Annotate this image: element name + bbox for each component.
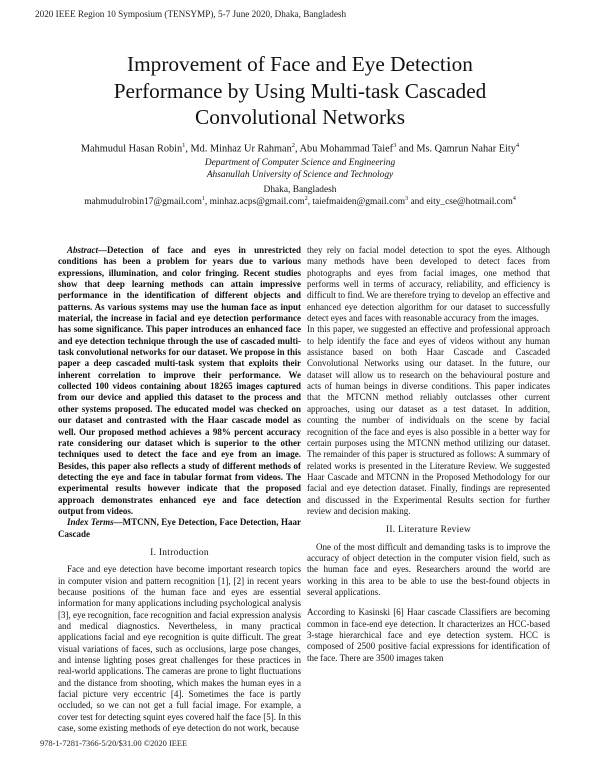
author-emails: mahmudulrobin17@gmail.com$^1$, minhaz.acps@gmail.com$^2$, taiefmaiden@gmail.com$^3$ and eity_cse@hotmail.com$^4$ (84, 196, 516, 208)
section-heading-literature-review: II. Literature Review (385, 525, 472, 536)
index-terms-text: —MTCNN, Eye Detection, Face Detection, Haar Cascade (58, 517, 301, 539)
author-list: Mahmudul Hasan Robin$^1$, Md. Minhaz Ur Rahman$^2$, Abu Mohammad Taief$^3$ and Ms. Qamrun Nahar Eity$^4$ (80, 142, 520, 155)
section-heading-introduction: I. Introduction (150, 547, 209, 558)
email-1: mahmudulrobin17@gmail.com (84, 197, 202, 208)
index-terms (58, 517, 301, 540)
paper-title (40, 51, 560, 131)
author-3: Abu Mohammad Taief (299, 143, 394, 155)
affiliation-location: Dhaka, Bangladesh (263, 185, 337, 195)
abstract (58, 245, 301, 517)
index-terms-label: Index Terms (67, 517, 114, 528)
intro-paragraph-2: In this paper, we suggested an effective and professional approach to help identify the face and eyes of videos without any human assistance based on both Haar Cascade and Cascaded Convolutional Networks using our dataset. In the future, our dataset will allow us to research on the behavioural posture and acts of human beings in diverse conditions. This paper indicates that the MTCNN method reliably outclasses other current approaches, using our dataset as a test dataset. In addition, counting the number of individuals on the scene by facial recognition of the face and eyes is also possible in a better way for certain purposes using the MTCNN method utilizing our dataset. The remainder of this paper is structured as follows: A summary of related works is presented in the Literature Review. We suggested Haar Cascade and MTCNN in the Proposed Methodology for our facial and eye detection dataset. Finally, findings are represented and discussed in the Experimental Results section for further review and decision making. (307, 324, 550, 516)
title-line-2: Performance by Using Multi-task Cascaded (113, 78, 487, 103)
affiliation-department: Department of Computer Science and Engineering (204, 158, 396, 168)
copyright-footer: 978-1-7281-7366-5/20/$31.00 ©2020 IEEE (40, 739, 188, 748)
literature-paragraph-2: According to Kasinski [6] Haar cascade Classifiers are becoming common in face-end eye detection. It characterizes an HCC-based 3-stage hierarchical face and eye detection system. HCC is composed of 2500 positive facial expressions for identification of the face. There are 3500 images taken (307, 607, 550, 663)
title-line-3: Convolutional Networks (195, 105, 405, 129)
author-4: Ms. Qamrun Nahar Eity (416, 143, 516, 155)
right-column (307, 245, 550, 664)
author-1: Mahmudul Hasan Robin (80, 143, 183, 155)
left-column (58, 245, 301, 734)
title-line-1: Improvement of Face and Eye Detection (127, 52, 473, 76)
intro-paragraph-1-continued: they rely on facial model detection to spot the eyes. Although many methods have been developed to detect faces from photographs and eyes from facial images, one method that performs well in terms of accuracy, reliability, and efficiency is difficult to find. We are therefore trying to develop an effective and enhanced eye detection algorithm for our dataset to successfully detect eyes and faces with reasonable accuracy from the images. (307, 245, 550, 324)
conference-header: 2020 IEEE Region 10 Symposium (TENSYMP), 5-7 June 2020, Dhaka, Bangladesh (35, 9, 347, 19)
email-3: taiefmaiden@gmail.com (312, 197, 406, 208)
email-2: minhaz.acps@gmail.com (209, 197, 305, 208)
author-2: Md. Minhaz Ur Rahman (190, 143, 292, 155)
abstract-label: Abstract (67, 245, 99, 255)
email-4: eity_cse@hotmail.com (426, 197, 513, 208)
intro-paragraph-1: Face and eye detection have become important research topics in computer vision and pattern recognition [1], [2] in recent years because positions of the human face and eyes are essential information for many applications including psychological analysis [3], eye recognition, face recognition and facial expression analysis and medical diagnostics. Nevertheless, in many practical applications facial and eye recognition is quite difficult. The great visual variations of faces, such as occlusions, large pose changes, and intense lighting poses great challenges for these practices in real-world applications. The cameras are prone to light fluctuations and the distance from shooting, which makes the human eyes in a facial picture very eccentric [4]. Sometimes the face is partly occluded, so we can not get a full facial image. For example, a cover test for detecting squint eyes covered half the face [5]. In this case, some existing methods of eye detection do not work, because (58, 564, 301, 734)
literature-paragraph-1: One of the most difficult and demanding tasks is to improve the accuracy of object detection in the computer vision field, such as the human face and eyes. Researchers around the world are working in this area to be able to use the best-found objects in several applications. (307, 541, 550, 597)
affiliation-university: Ahsanullah University of Science and Technology (206, 170, 394, 180)
abstract-text: —Detection of face and eyes in unrestricted conditions has been a problem for years due to various expressions, illumination, and color fringing. Recent studies show that deep learning methods can attain impressive performance in the identification of different objects and patterns. As various systems may use the human face as input material, the increase in facial and eye detection performance has some significance. This paper introduces an enhanced face and eye detection technique through the use of cascaded multi-task convolutional networks for our dataset. We propose in this paper a deep cascaded multi-task system that exploits their inherent correlation to improve their performance. We collected 100 videos containing about 18265 images captured from our device and applied this dataset to the process and other systems proposed. The educated model was checked on our dataset and contrasted with the Haar cascade model as well. Our proposed method achieves a 98% percent accuracy rate considering our dataset which is superior to the other techniques used to detect the face and eye from an image. Besides, this paper also reflects a study of different methods of detecting the eye and face in tabular format from videos. The experimental results however indicate that the proposed approach demonstrates enhanced eye and face detection output from videos. (58, 245, 301, 516)
